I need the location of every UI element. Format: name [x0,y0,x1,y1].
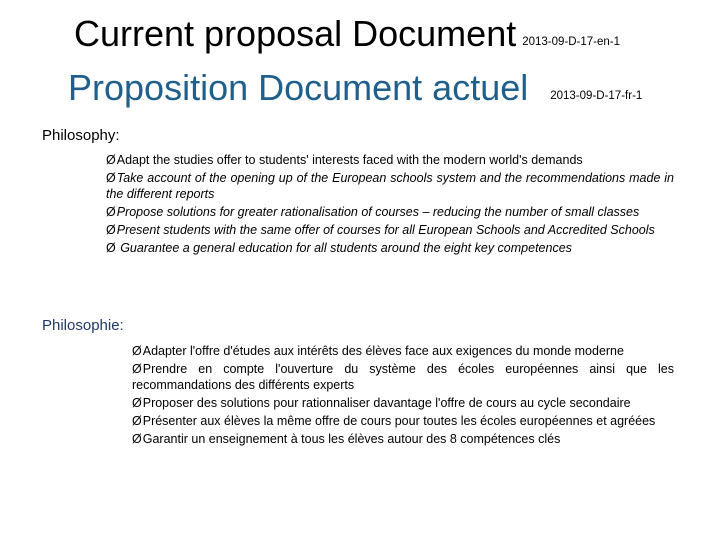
title-english-reference: 2013-09-D-17-en-1 [522,35,621,48]
list-item [132,413,674,429]
title-english-text: Current proposal Document [74,13,517,54]
list-philosophy-french [132,343,674,449]
list-item [132,361,674,393]
list-item-text: Present students with the same offer of courses for all European Schools and Accredited Schools [116,223,655,237]
arrow-bullet-icon: Ø [132,432,142,446]
list-item-text: Take account of the opening up of the European schools system and the recommendations made in the different reports [106,171,674,201]
title-english [74,12,620,56]
list-item-text: Garantir un enseignement à tous les élèves autour des 8 compétences clés [142,432,561,446]
list-item-text: Adapt the studies offer to students' interests faced with the modern world's demands [116,153,583,167]
arrow-bullet-icon: Ø [132,414,142,428]
list-item [132,431,674,447]
title-french [68,66,642,110]
list-item-text: Guarantee a general education for all students around the eight key competences [116,241,572,255]
list-item-text: Prendre en compte l'ouverture du système des écoles européennes ainsi que les recommandations des différents experts [132,362,674,392]
list-item [106,152,674,168]
list-item-text: Proposer des solutions pour rationnaliser davantage l'offre de cours au cycle secondaire [142,396,631,410]
list-item [106,170,674,202]
title-french-reference: 2013-09-D-17-fr-1 [550,89,643,102]
list-item-text: Présenter aux élèves la même offre de cours pour toutes les écoles européennes et agréées [142,414,656,428]
list-item-text: Propose solutions for greater rationalisation of courses – reducing the number of small classes [116,205,640,219]
arrow-bullet-icon: Ø [132,362,142,376]
title-french-text: Proposition Document actuel [68,67,529,108]
arrow-bullet-icon: Ø [106,241,116,255]
list-item [106,204,674,220]
list-item [106,222,674,238]
arrow-bullet-icon: Ø [106,223,116,237]
list-item [132,343,674,359]
arrow-bullet-icon: Ø [106,205,116,219]
arrow-bullet-icon: Ø [132,396,142,410]
heading-philosophy-french: Philosophie: [42,317,124,334]
list-philosophy-english [106,152,674,258]
arrow-bullet-icon: Ø [106,153,116,167]
arrow-bullet-icon: Ø [132,344,142,358]
heading-philosophy-english: Philosophy: [42,127,120,144]
arrow-bullet-icon: Ø [106,171,116,185]
list-item [106,240,674,256]
list-item [132,395,674,411]
list-item-text: Adapter l'offre d'études aux intérêts des élèves face aux exigences du monde moderne [142,344,624,358]
